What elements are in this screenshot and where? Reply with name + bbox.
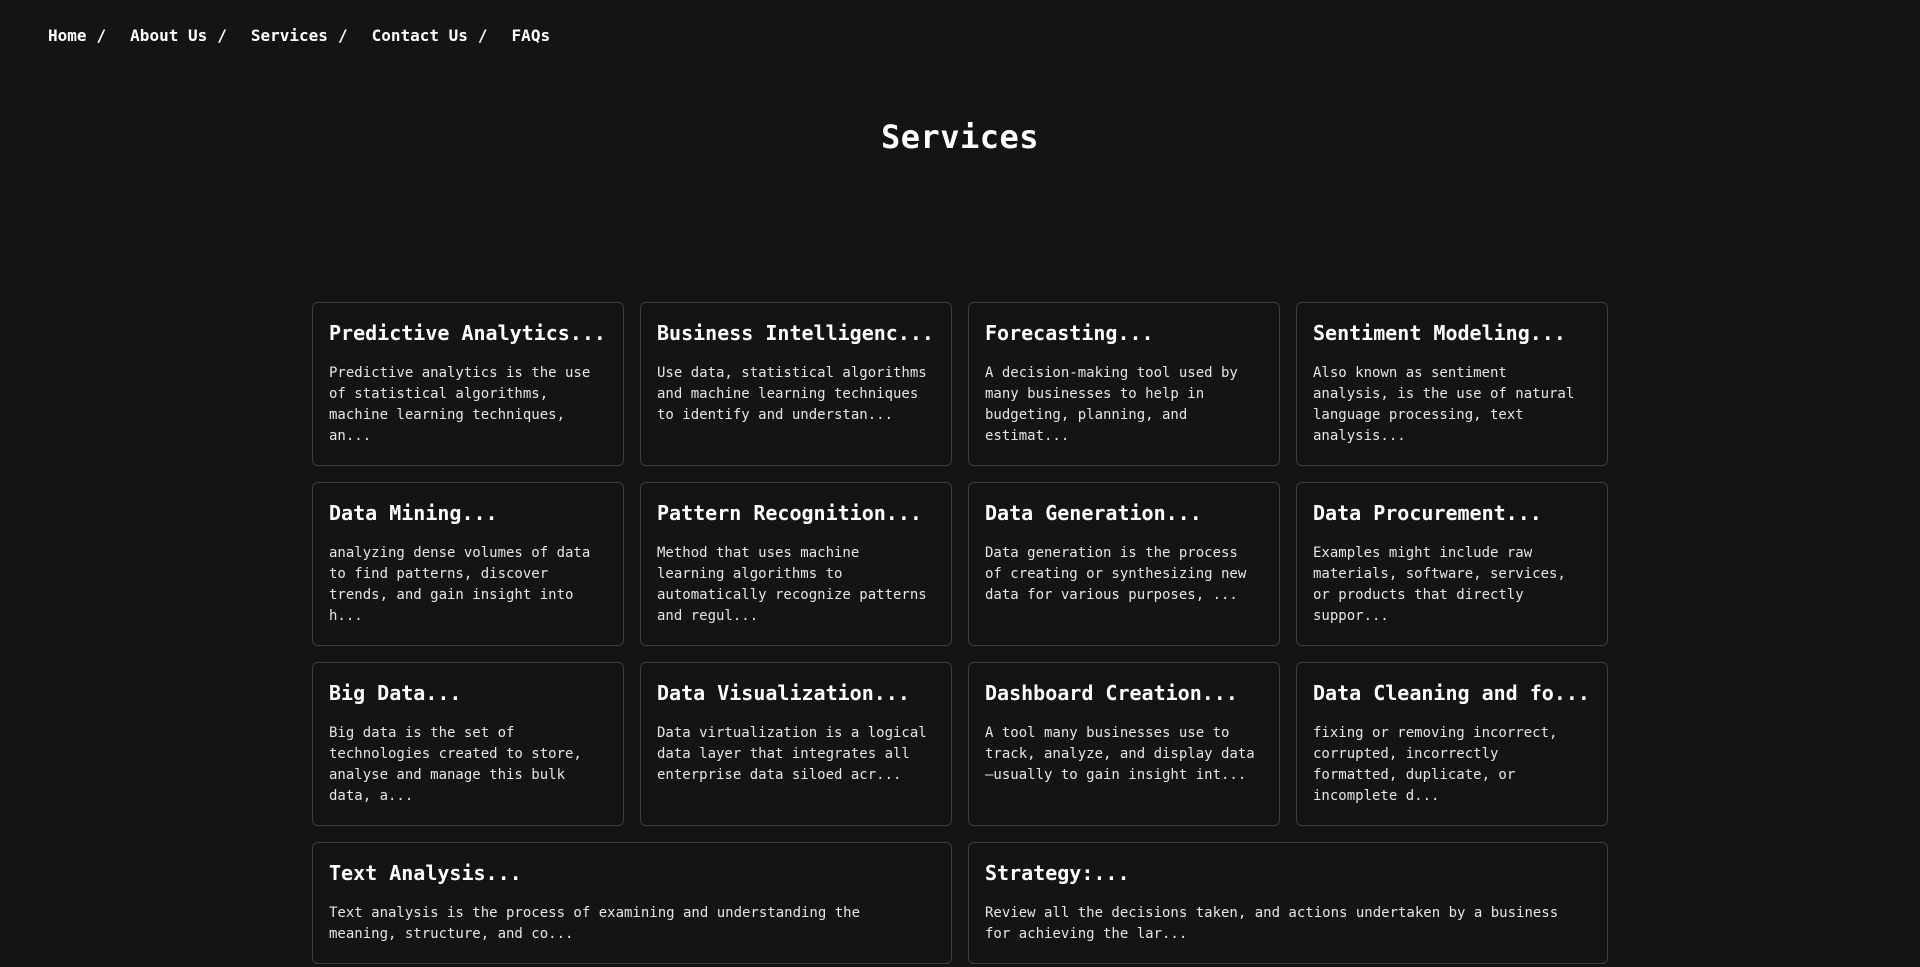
service-card-title: Predictive Analytics... xyxy=(329,321,606,345)
service-card-title: Data Generation... xyxy=(985,501,1202,525)
service-card-title: Data Cleaning and fo... xyxy=(1313,681,1590,705)
nav-separator: / xyxy=(477,26,488,45)
service-card-description: A tool many businesses use to track, analyze, and display data—usually to gain insight int... xyxy=(985,725,1255,783)
services-grid xyxy=(312,302,1608,964)
service-card-description: Method that uses machine learning algorithms to automatically recognize patterns and regul... xyxy=(657,545,927,624)
service-card-title: Forecasting... xyxy=(985,321,1154,345)
service-card-sentiment-modeling[interactable] xyxy=(1296,302,1608,466)
service-card-title: Sentiment Modeling... xyxy=(1313,321,1566,345)
service-card-title: Data Procurement... xyxy=(1313,501,1542,525)
nav-separator: / xyxy=(96,26,107,45)
service-card-data-generation[interactable] xyxy=(968,482,1280,646)
service-card-title: Dashboard Creation... xyxy=(985,681,1238,705)
service-card-data-mining[interactable] xyxy=(312,482,624,646)
service-card-data-cleaning[interactable] xyxy=(1296,662,1608,826)
service-card-data-procurement[interactable] xyxy=(1296,482,1608,646)
service-card-description: analyzing dense volumes of data to find patterns, discover trends, and gain insight into h... xyxy=(329,545,591,624)
service-card-description: Use data, statistical algorithms and machine learning techniques to identify and understan... xyxy=(657,365,927,423)
service-card-description: Predictive analytics is the use of statistical algorithms, machine learning techniques, an... xyxy=(329,365,591,444)
page-title: Services xyxy=(880,118,1040,156)
service-card-strategy[interactable] xyxy=(968,842,1608,964)
service-card-business-intelligence[interactable] xyxy=(640,302,952,466)
service-card-description: Data virtualization is a logical data layer that integrates all enterprise data siloed acr... xyxy=(657,725,927,783)
service-card-description: fixing or removing incorrect, corrupted, incorrectly formatted, duplicate, or incomplete d... xyxy=(1313,725,1558,804)
nav-services-link[interactable]: Services xyxy=(250,26,328,45)
service-card-data-visualization[interactable] xyxy=(640,662,952,826)
service-card-description: Big data is the set of technologies created to store, analyse and manage this bulk data, a... xyxy=(329,725,582,804)
service-card-title: Text Analysis... xyxy=(329,861,522,885)
service-card-title: Business Intelligenc... xyxy=(657,321,934,345)
top-nav xyxy=(48,26,550,45)
service-card-description: Data generation is the process of creating or synthesizing new data for various purposes, ... xyxy=(985,545,1247,603)
service-card-description: Also known as sentiment analysis, is the use of natural language processing, text analysis... xyxy=(1313,365,1575,444)
service-card-big-data[interactable] xyxy=(312,662,624,826)
nav-contact-link[interactable]: Contact Us xyxy=(371,26,468,45)
service-card-dashboard-creation[interactable] xyxy=(968,662,1280,826)
service-card-title: Big Data... xyxy=(329,681,462,705)
service-card-description: Review all the decisions taken, and actions undertaken by a business for achieving the lar... xyxy=(985,905,1559,942)
service-card-title: Data Visualization... xyxy=(657,681,910,705)
service-card-description: A decision-making tool used by many businesses to help in budgeting, planning, and estimat... xyxy=(985,365,1238,444)
service-card-predictive-analytics[interactable] xyxy=(312,302,624,466)
nav-faqs-link[interactable]: FAQs xyxy=(511,26,551,45)
service-card-description: Examples might include raw materials, software, services, or products that directly suppor... xyxy=(1313,545,1566,624)
service-card-title: Strategy:... xyxy=(985,861,1130,885)
service-card-title: Data Mining... xyxy=(329,501,498,525)
nav-separator: / xyxy=(337,26,348,45)
nav-home-link[interactable]: Home xyxy=(48,26,87,45)
nav-separator: / xyxy=(217,26,227,45)
service-card-title: Pattern Recognition... xyxy=(657,501,922,525)
service-card-pattern-recognition[interactable] xyxy=(640,482,952,646)
service-card-text-analysis[interactable] xyxy=(312,842,952,964)
service-card-forecasting[interactable] xyxy=(968,302,1280,466)
service-card-description: Text analysis is the process of examining and understanding the meaning, structure, and co... xyxy=(329,905,861,942)
nav-about-link[interactable]: About Us xyxy=(130,26,208,45)
